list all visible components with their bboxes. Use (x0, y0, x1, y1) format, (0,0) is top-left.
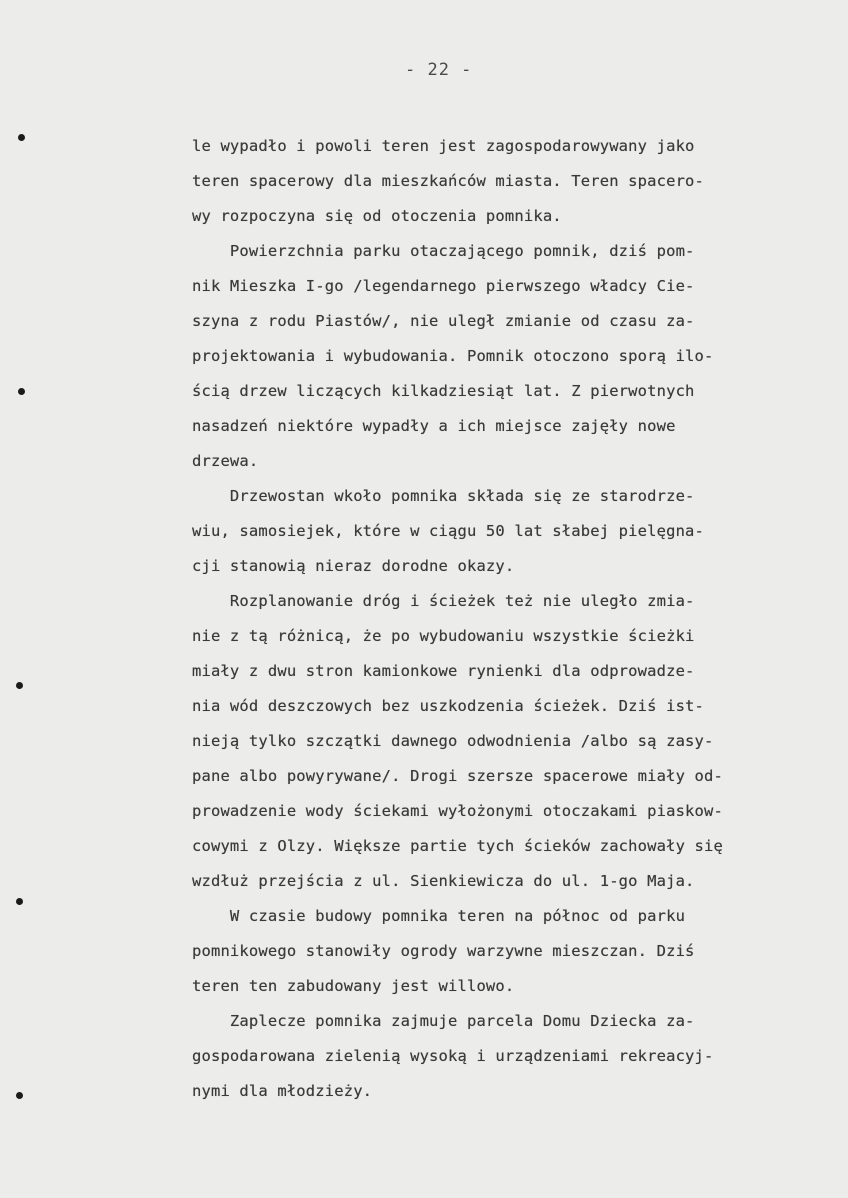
body-text (192, 134, 792, 1114)
binder-hole (16, 898, 23, 905)
text-line: nymi dla młodzieży. (192, 1082, 373, 1100)
page-number: - 22 - (405, 60, 473, 80)
text-line: Powierzchnia parku otaczającego pomnik, dziś pom- (192, 242, 695, 260)
text-line: projektowania i wybudowania. Pomnik otoczono sporą ilo- (192, 347, 714, 365)
text-line: cowymi z Olzy. Większe partie tych ścieków zachowały się (192, 837, 723, 855)
text-line: wzdłuż przejścia z ul. Sienkiewicza do ul. 1-go Maja. (192, 872, 695, 890)
binder-hole (16, 682, 23, 689)
text-line: teren spacerowy dla mieszkańców miasta. Teren spacero- (192, 172, 705, 190)
text-line: le wypadło i powoli teren jest zagospodarowywany jako (192, 137, 695, 155)
text-line: drzewa. (192, 452, 259, 470)
text-line: wy rozpoczyna się od otoczenia pomnika. (192, 207, 562, 225)
binder-hole (18, 134, 25, 141)
text-line: nia wód deszczowych bez uszkodzenia ścieżek. Dziś ist- (192, 697, 705, 715)
text-line: nasadzeń niektóre wypadły a ich miejsce zajęły nowe (192, 417, 676, 435)
text-line: szyna z rodu Piastów/, nie uległ zmianie od czasu za- (192, 312, 695, 330)
text-line: nik Mieszka I-go /legendarnego pierwszego władcy Cie- (192, 277, 695, 295)
text-line: Zaplecze pomnika zajmuje parcela Domu Dziecka za- (192, 1012, 695, 1030)
text-line: pomnikowego stanowiły ogrody warzywne mieszczan. Dziś (192, 942, 695, 960)
text-line: nie z tą różnicą, że po wybudowaniu wszystkie ścieżki (192, 627, 695, 645)
text-line: cji stanowią nieraz dorodne okazy. (192, 557, 515, 575)
text-line: ścią drzew liczących kilkadziesiąt lat. Z pierwotnych (192, 382, 695, 400)
text-line: W czasie budowy pomnika teren na północ od parku (192, 907, 686, 925)
text-line: gospodarowana zielenią wysoką i urządzeniami rekreacyj- (192, 1047, 714, 1065)
text-line: Rozplanowanie dróg i ścieżek też nie uległo zmia- (192, 592, 695, 610)
binder-hole (18, 388, 25, 395)
text-line: teren ten zabudowany jest willowo. (192, 977, 515, 995)
text-line: wiu, samosiejek, które w ciągu 50 lat słabej pielęgna- (192, 522, 705, 540)
text-line: Drzewostan wkoło pomnika składa się ze starodrze- (192, 487, 695, 505)
text-line: pane albo powyrywane/. Drogi szersze spacerowe miały od- (192, 767, 723, 785)
text-line: miały z dwu stron kamionkowe rynienki dla odprowadze- (192, 662, 695, 680)
text-line: nieją tylko szczątki dawnego odwodnienia /albo są zasy- (192, 732, 714, 750)
text-line: prowadzenie wody ściekami wyłożonymi otoczakami piaskow- (192, 802, 723, 820)
binder-hole (16, 1092, 23, 1099)
